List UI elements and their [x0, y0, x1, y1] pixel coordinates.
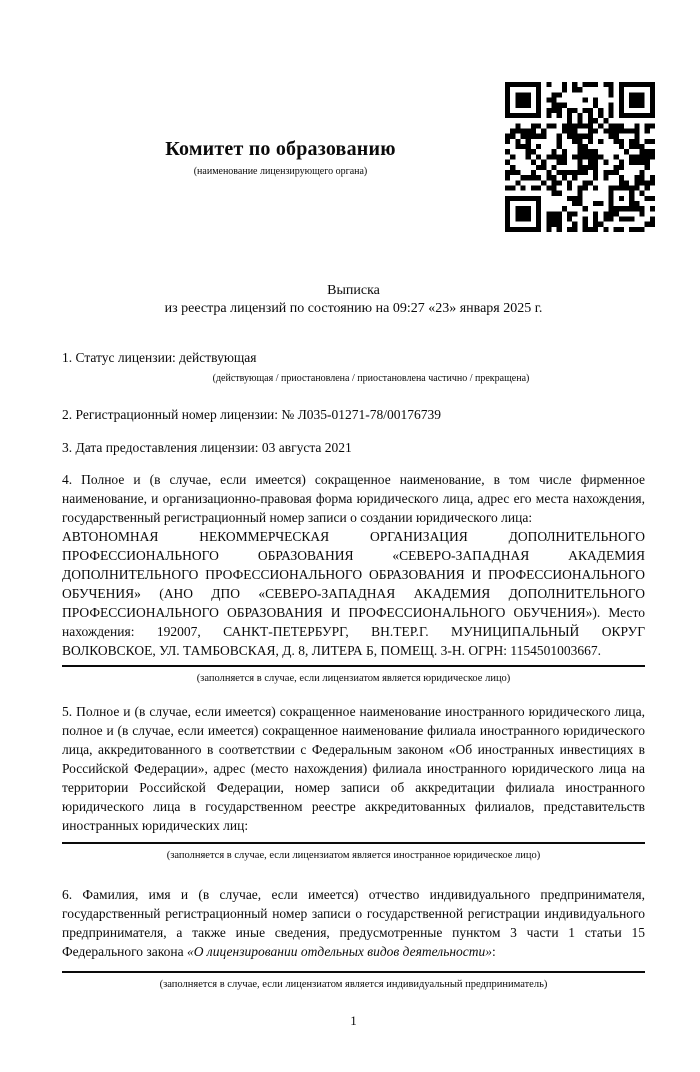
caption-individual-entrepreneur: (заполняется в случае, если лицензиатом является индивидуальный предприниматель)	[159, 979, 548, 990]
individual-entrepreneur-text: 6. Фамилия, имя и (в случае, если имеется) отчество индивидуального предпринимателя, государственный регистрационный номер записи о государственной регистрации индивидуального предпринимателя, а также иные сведения, предусмотренные пунктом 3 части 1 статьи 15 Федерального закона	[62, 887, 645, 959]
field-foreign-entity: 5. Полное и (в случае, если имеется) сокращенное наименование иностранного юридического лица, полное и (в случае, если имеется) сокращенное наименование филиала иностранного юридического лица, аккредитованного в соответствии с Федеральным законом «Об иностранных инвестициях в Российской Федерации», адрес (место нахождения) филиала иностранного юридического лица на территории Российской Федерации, номер записи об аккредитации филиала иностранного юридического лица в государственном реестре аккредитованных филиалов, представительств иностранных юридических лиц:	[62, 704, 645, 833]
legal-entity-name: АВТОНОМНАЯ НЕКОММЕРЧЕСКАЯ ОРГАНИЗАЦИЯ ДОПОЛНИТЕЛЬНОГО ПРОФЕССИОНАЛЬНОГО ОБРАЗОВАНИЯ «СЕВЕРО-ЗАПАДНАЯ АКАДЕМИЯ ДОПОЛНИТЕЛЬНОГО ПРОФЕССИОНАЛЬНОГО ОБРАЗОВАНИЯ И ПРОФЕССИОНАЛЬНОГО ОБУЧЕНИЯ» (АНО ДПО «СЕВЕРО-ЗАПАДНАЯ АКАДЕМИЯ ДОПОЛНИТЕЛЬНОГО ПРОФЕССИОНАЛЬНОГО ОБРАЗОВАНИЯ И ПРОФЕССИОНАЛЬНОГО ОБУЧЕНИЯ»).	[62, 529, 645, 620]
document-title	[62, 282, 645, 318]
licensing-authority-caption: (наименование лицензирующего органа)	[193, 165, 368, 177]
licensing-authority-block	[62, 138, 505, 177]
field-grant-date: 3. Дата предоставления лицензии: 03 августа 2021	[62, 440, 352, 455]
field-legal-entity-intro: 4. Полное и (в случае, если имеется) сокращенное наименование, в том числе фирменное наименование, и организационно-правовая форма юридического лица, адрес его места нахождения, государственный регистрационный номер записи о создании юридического лица:	[62, 472, 645, 525]
rule-individual-entrepreneur	[62, 971, 645, 973]
rule-foreign-entity	[62, 842, 645, 844]
individual-entrepreneur-colon: :	[492, 944, 496, 959]
legal-entity-location-value: 192007, САНКТ-ПЕТЕРБУРГ, ВН.ТЕР.Г. МУНИЦИПАЛЬНЫЙ ОКРУГ ВОЛКОВСКОЕ, УЛ. ТАМБОВСКАЯ, Д. 8, ЛИТЕРА Б, ПОМЕЩ. 3-Н. ОГРН: 1154501003667.	[62, 624, 646, 658]
license-extract-page	[0, 82, 700, 1072]
field-license-status-options-caption: (действующая / приостановлена / приостановлена частично / прекращена)	[212, 373, 530, 384]
field-individual-entrepreneur	[62, 885, 645, 961]
qr-code	[505, 82, 655, 232]
field-legal-entity-value	[62, 527, 645, 660]
caption-foreign-entity: (заполняется в случае, если лицензиатом является иностранное юридическое лицо)	[166, 850, 541, 861]
page-number: 1	[350, 1013, 357, 1028]
caption-legal-entity: (заполняется в случае, если лицензиатом является юридическое лицо)	[196, 673, 511, 684]
licensing-authority-name: Комитет по образованию	[165, 137, 396, 160]
document-title-line1: Выписка	[327, 283, 380, 298]
document-header	[62, 82, 645, 232]
field-license-status: 1. Статус лицензии: действующая	[62, 350, 257, 365]
document-title-line2: из реестра лицензий по состоянию на 09:27 «23» января 2025 г.	[164, 301, 543, 316]
legal-entity-location-label: Место нахождения:	[62, 605, 645, 639]
field-registration-number: 2. Регистрационный номер лицензии: № Л035-01271-78/00176739	[62, 407, 442, 422]
law-title: «О лицензировании отдельных видов деятельности»	[186, 944, 493, 959]
rule-legal-entity	[62, 665, 645, 667]
